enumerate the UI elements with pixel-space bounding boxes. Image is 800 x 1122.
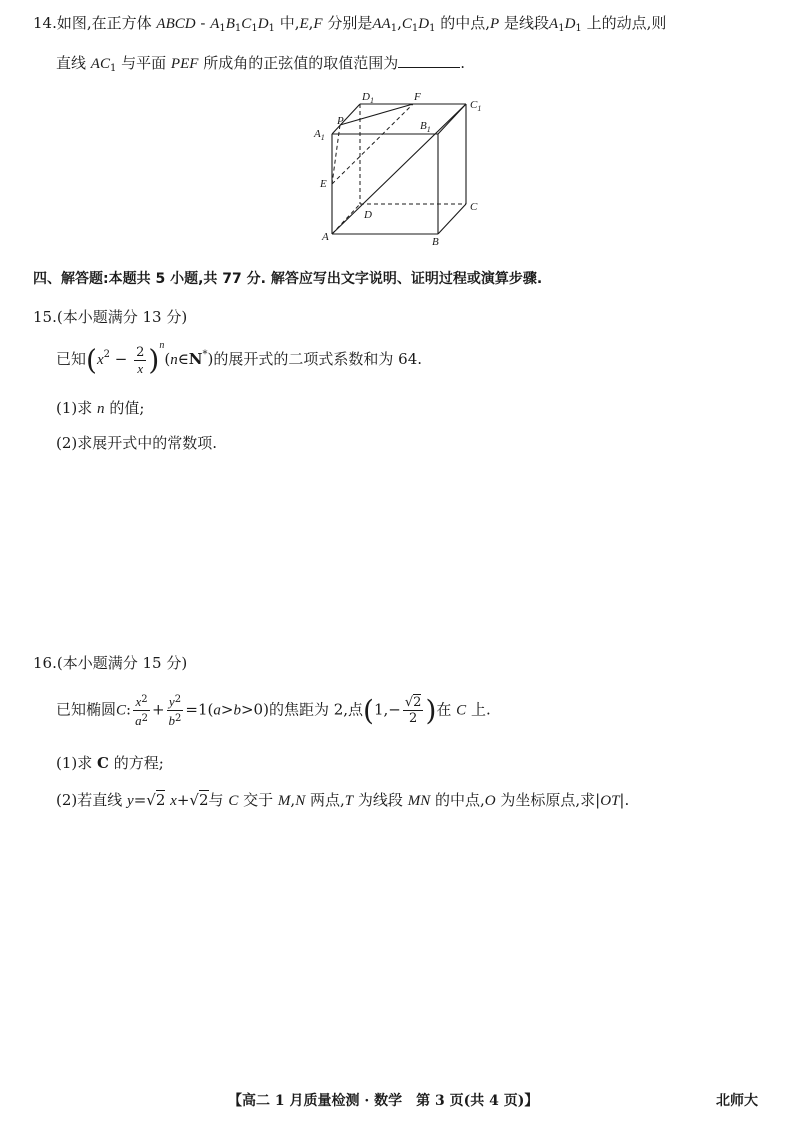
label-E: E <box>320 178 327 190</box>
cube-figure <box>310 88 500 248</box>
q16-part2: (2)若直线 y=√2 x+√2与 C 交于 M,N 两点,T 为线段 MN 的中点,O 为坐标原点,求|OT|. <box>56 791 630 809</box>
label-C1: $C_1$ <box>470 99 482 113</box>
label-C: C <box>470 201 478 213</box>
q14-line1: 14.如图,在正方体 ABCD - $A_1B_1C_1D_1$ 中,E,F 分别是$AA_1,C_1D_1$ 的中点,P 是线段$A_1D_1$ 上的动点,则 <box>33 14 667 34</box>
cube-name: ABCD <box>156 16 196 32</box>
label-A: A <box>322 231 329 243</box>
label-A1: $A_1$ <box>314 128 325 142</box>
q16-part1: (1)求 C 的方程; <box>56 754 164 772</box>
edge-BC <box>438 204 466 234</box>
label-P: P <box>337 115 344 127</box>
q15-part2: (2)求展开式中的常数项. <box>56 434 218 452</box>
q14-number: 14. <box>33 14 57 32</box>
label-D: D <box>364 209 372 221</box>
label-B: B <box>432 236 439 248</box>
q16-header: 16.(本小题满分 15 分) <box>33 654 188 672</box>
q15-stem: 已知($x^2$ − $\frac{2}{x}$ )$^n$(n∈N*)的展开式的二项式系数和为 64. <box>56 340 422 377</box>
q15-part1: (1)求 n 的值; <box>56 399 145 417</box>
footer-publisher: 北师大 <box>716 1093 758 1109</box>
label-D1: $D_1$ <box>362 91 374 105</box>
diagonal-AC1 <box>332 104 466 234</box>
footer-title: 【高二 1 月质量检测 · 数学 第 3 页(共 4 页)】 <box>228 1093 539 1109</box>
label-B1: $B_1$ <box>420 120 431 134</box>
q16-stem: 已知椭圆C: $\frac{x^2}{a^2}$ + $\frac{y^2}{b^2}$ =1(a>b>0)的焦距为 2,点(1,− $\frac{√2}{2}$ )在 C 上. <box>56 694 491 728</box>
q14-line2: 直线 $AC_1$ 与平面 PEF 所成角的正弦值的取值范围为 . <box>56 54 465 74</box>
q15-header: 15.(本小题满分 13 分) <box>33 308 188 326</box>
section-title: 四、解答题:本题共 5 小题,共 77 分. 解答应写出文字说明、证明过程或演算步骤. <box>33 271 543 287</box>
label-F: F <box>414 91 421 103</box>
answer-blank <box>398 55 460 68</box>
